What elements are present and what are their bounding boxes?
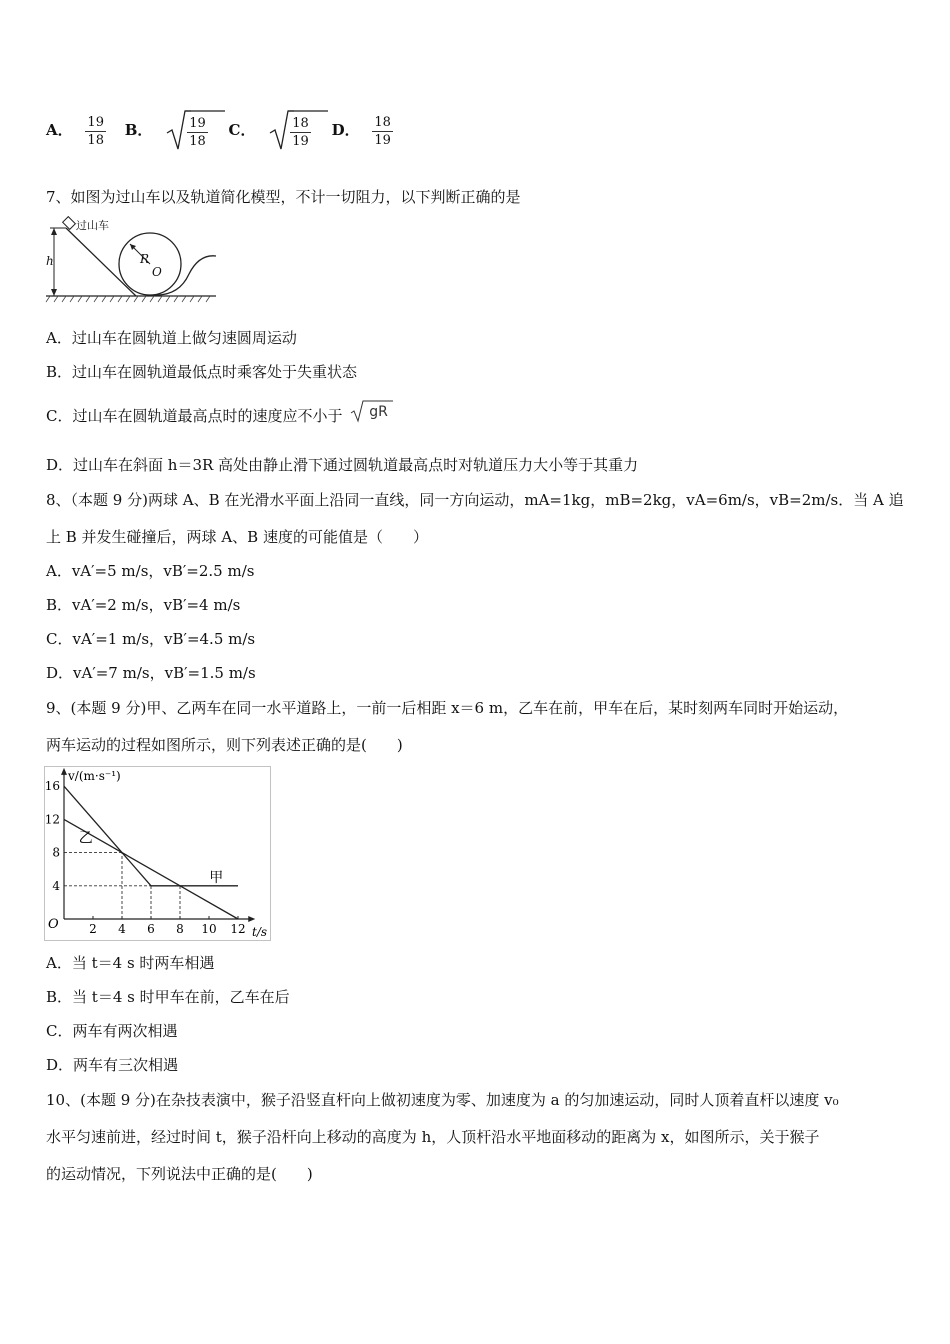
chart-ticks	[45, 779, 246, 936]
x-tick-label-4: 4	[118, 922, 126, 936]
velocity-time-chart	[44, 766, 272, 942]
q7-option-b: B．过山车在圆轨道最低点时乘客处于失重状态	[46, 363, 358, 381]
x-tick-label-10: 10	[201, 922, 217, 936]
chart-x-label: t/s	[252, 925, 268, 939]
roller-coaster-figure	[44, 214, 224, 304]
series-label-jia: 甲	[209, 869, 224, 886]
q10-line1: 10、(本题 9 分)在杂技表演中，猴子沿竖直杆向上做初速度为零、加速度为 a 的匀加速运动，同时人顶着直杆以速度 v₀	[46, 1091, 839, 1109]
q9-option-b: B．当 t＝4 s 时甲车在前，乙车在后	[46, 988, 290, 1006]
q6-option-c-label: C．	[228, 121, 256, 139]
q6-option-d-fraction: $\frac{18}{19}$	[374, 114, 391, 148]
x-tick-label-8: 8	[176, 922, 184, 936]
q8-option-d: D．vA′=7 m/s，vB′=1.5 m/s	[46, 664, 256, 682]
q9-option-d: D．两车有三次相遇	[46, 1056, 179, 1074]
q8-stem-line1: 8、（本题 9 分)两球 A、B 在光滑水平面上沿同一直线，同一方向运动，mA=1kg，mB=2kg，vA=6m/s，vB=2m/s．当 A 追	[46, 491, 904, 509]
q7-option-d: D．过山车在斜面 h＝3R 高处由静止滑下通过圆轨道最高点时对轨道压力大小等于其重力	[46, 456, 639, 474]
y-tick-label-12: 12	[44, 812, 60, 827]
q7-stem: 7、如图为过山车以及轨道简化模型，不计一切阻力，以下判断正确的是	[46, 188, 521, 206]
q6-option-b-sqrt: $\frac{19}{18}$	[165, 111, 210, 151]
series-label-yi: 乙	[78, 830, 93, 847]
q8-option-b: B．vA′=2 m/s，vB′=4 m/s	[46, 596, 241, 614]
q8-option-a: A．vA′=5 m/s，vB′=2.5 m/s	[46, 562, 255, 580]
q9-stem-line1: 9、(本题 9 分)甲、乙两车在同一水平道路上，一前一后相距 x＝6 m，乙车在前，甲车在后，某时刻两车同时开始运动，	[46, 699, 849, 717]
y-tick-label-8: 8	[52, 845, 60, 860]
q9-stem-line2: 两车运动的过程如图所示，则下列表述正确的是( )	[46, 736, 403, 754]
figure-label-h: h	[46, 254, 54, 268]
q6-options	[46, 110, 399, 150]
x-axis-arrow	[248, 916, 255, 922]
q6-option-d-label: D．	[331, 121, 360, 139]
chart-origin-label: O	[48, 917, 59, 932]
q9-option-a: A．当 t＝4 s 时两车相遇	[46, 954, 215, 972]
q10-line2: 水平匀速前进，经过时间 t，猴子沿杆向上移动的高度为 h，人顶杆沿水平地面移动的距离为 x，如图所示，关于猴子	[46, 1128, 820, 1146]
q8-stem-line2: 上 B 并发生碰撞后，两球 A、B 速度的可能值是（ ）	[46, 528, 428, 546]
q6-option-c-sqrt: $\frac{18}{19}$	[268, 111, 313, 151]
y-tick-label-16: 16	[44, 779, 60, 794]
figure-label-r: R	[140, 252, 150, 266]
chart-y-label: v/(m·s⁻¹)	[68, 769, 121, 783]
y-axis-arrow	[61, 768, 67, 775]
q7-option-a: A．过山车在圆轨道上做匀速圆周运动	[46, 329, 297, 347]
q6-option-b-label: B．	[124, 121, 153, 139]
q9-option-c: C．两车有两次相遇	[46, 1022, 178, 1040]
q8-option-c: C．vA′=1 m/s，vB′=4.5 m/s	[46, 630, 256, 648]
figure-label-o: O	[152, 265, 162, 279]
q6-option-a-fraction: $\frac{19}{18}$	[87, 114, 104, 148]
figure-label-car: 过山车	[76, 219, 109, 232]
x-tick-label-6: 6	[147, 922, 155, 936]
x-tick-label-12: 12	[230, 922, 246, 936]
q6-option-a-label: A．	[46, 121, 73, 139]
q7-option-c	[46, 403, 394, 428]
q7-option-c-sqrt: gR	[349, 401, 388, 422]
y-tick-label-4: 4	[52, 878, 60, 893]
q7-option-c-text: C．过山车在圆轨道最高点时的速度应不小于	[46, 407, 343, 425]
q10-line3: 的运动情况，下列说法中正确的是( )	[46, 1165, 313, 1183]
x-tick-label-2: 2	[89, 922, 97, 936]
